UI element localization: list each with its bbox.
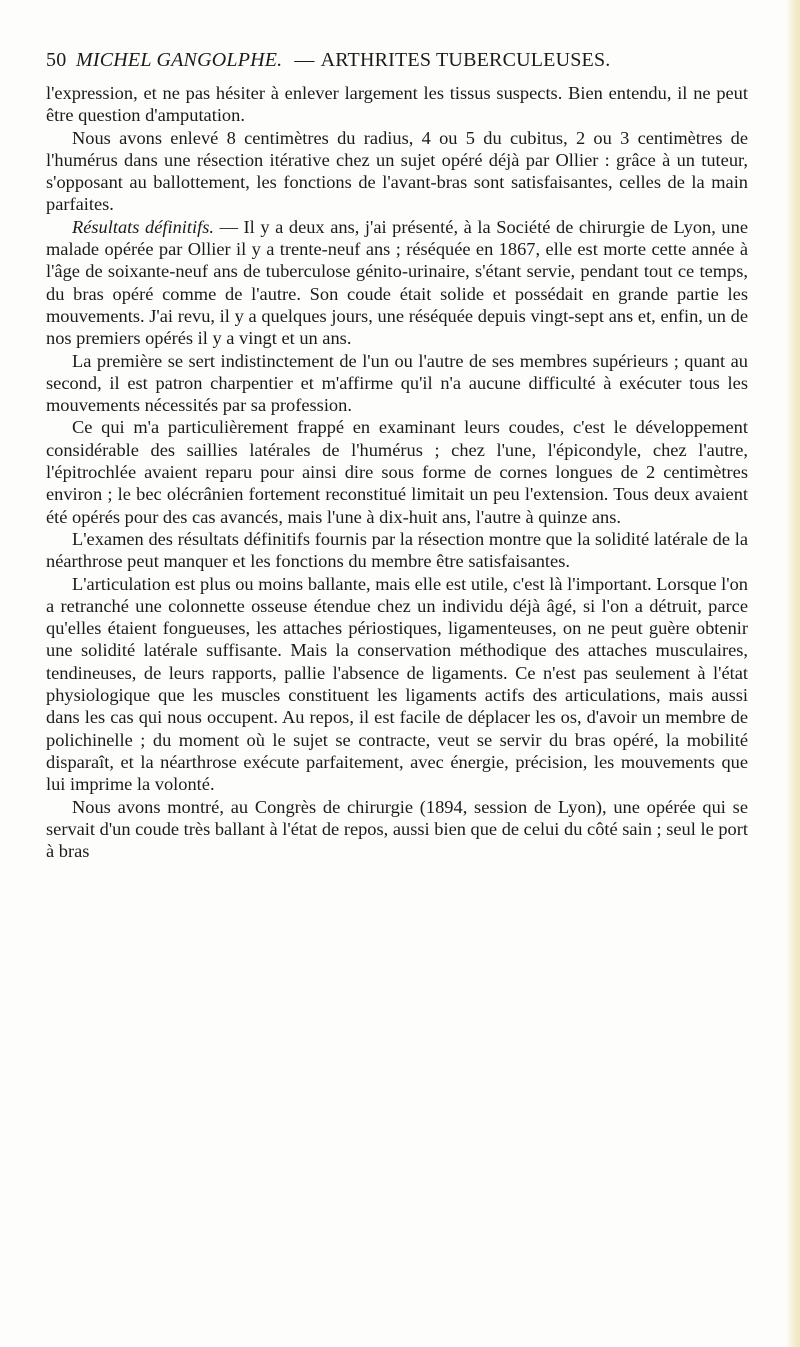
- paragraph-text: Ce qui m'a particulièrement frappé en examinant leurs coudes, c'est le développement considérable des saillies latérales de l'humérus ; chez l'une, l'épicondyle, chez l'autre, l'épitrochlée avaient reparu pour ainsi dire sous forme de cornes longues de 2 centimètres environ ; le bec olécrânien fortement reconstitué limitait un peu l'extension. Tous deux avaient été opérés pour des cas avancés, mais l'une à dix-huit ans, l'autre à quinze ans.: [46, 417, 748, 527]
- paragraph-text: La première se sert indistinctement de l'un ou l'autre de ses membres supérieurs ; quant au second, il est patron charpentier et m'affirme qu'il n'a aucune difficulté à exécuter tous les mouvements nécessités par sa profession.: [46, 350, 748, 416]
- running-head-separator: —: [294, 49, 315, 71]
- body-text: [46, 82, 748, 862]
- paragraph: [46, 528, 748, 573]
- paragraph-text: Nous avons enlevé 8 centimètres du radius, 4 ou 5 du cubitus, 2 ou 3 centimètres de l'humérus dans une résection itérative chez un sujet opéré déjà par Ollier : grâce à un tuteur, s'opposant au ballottement, les fonctions de l'avant-bras sont satisfaisantes, celles de la main parfaites.: [46, 127, 748, 215]
- paragraph-text: Nous avons montré, au Congrès de chirurgie (1894, session de Lyon), une opérée qui se servait d'un coude très ballant à l'état de repos, aussi bien que de celui du côté sain ; seul le port à bras: [46, 796, 748, 862]
- page-number: 50: [46, 49, 67, 71]
- paragraph: [46, 216, 748, 350]
- page-edge: [786, 0, 800, 1347]
- paragraph: [46, 127, 748, 216]
- paragraph-text: l'expression, et ne pas hésiter à enlever largement les tissus suspects. Bien entendu, il ne peut être question d'amputation.: [46, 83, 748, 126]
- paragraph-text: L'examen des résultats définitifs fournis par la résection montre que la solidité latérale de la néarthrose peut manquer et les fonctions du membre être satisfaisantes.: [46, 528, 748, 572]
- paragraph: [46, 573, 748, 796]
- paragraph: [46, 82, 748, 127]
- running-head-title: ARTHRITES TUBERCULEUSES.: [320, 49, 611, 71]
- paragraph: [46, 350, 748, 417]
- paragraph: [46, 796, 748, 863]
- paragraph: [46, 416, 748, 527]
- running-head-author: MICHEL GANGOLPHE.: [76, 49, 283, 71]
- section-lead: Résultats définitifs.: [72, 216, 214, 237]
- paragraph-text: — Il y a deux ans, j'ai présenté, à la Société de chirurgie de Lyon, une malade opérée par Ollier il y a trente-neuf ans ; réséquée en 1867, elle est morte cette année à l'âge de soixante-neuf ans de tuberculose génito-urinaire, s'étant servie, pendant tout ce temps, du bras opéré comme de l'autre. Son coude était solide et possédait en grande partie les mouvements. J'ai revu, il y a quelques jours, une réséquée depuis vingt-sept ans et, enfin, un de nos premiers opérés il y a vingt et un ans.: [46, 216, 748, 349]
- running-head: [46, 48, 748, 72]
- paragraph-text: L'articulation est plus ou moins ballante, mais elle est utile, c'est là l'important. Lorsque l'on a retranché une colonnette osseuse étendue chez un individu déjà âgé, si l'on a détruit, parce qu'elles étaient fongueuses, les attaches périostiques, ligamenteuses, on ne peut guère obtenir une solidité latérale suffisante. Mais la conservation méthodique des attaches musculaires, tendineuses, de leurs rapports, pallie l'absence de ligaments. Ce n'est pas seulement à l'état physiologique que les muscles constituent les ligaments actifs des articulations, mais aussi dans les cas qui nous occupent. Au repos, il est facile de déplacer les os, d'avoir un membre de polichinelle ; du moment où le sujet se contracte, veut se servir du bras opéré, la mobilité disparaît, et la néarthrose exécute parfaitement, avec énergie, précision, les mouvements que lui imprime la volonté.: [46, 573, 748, 795]
